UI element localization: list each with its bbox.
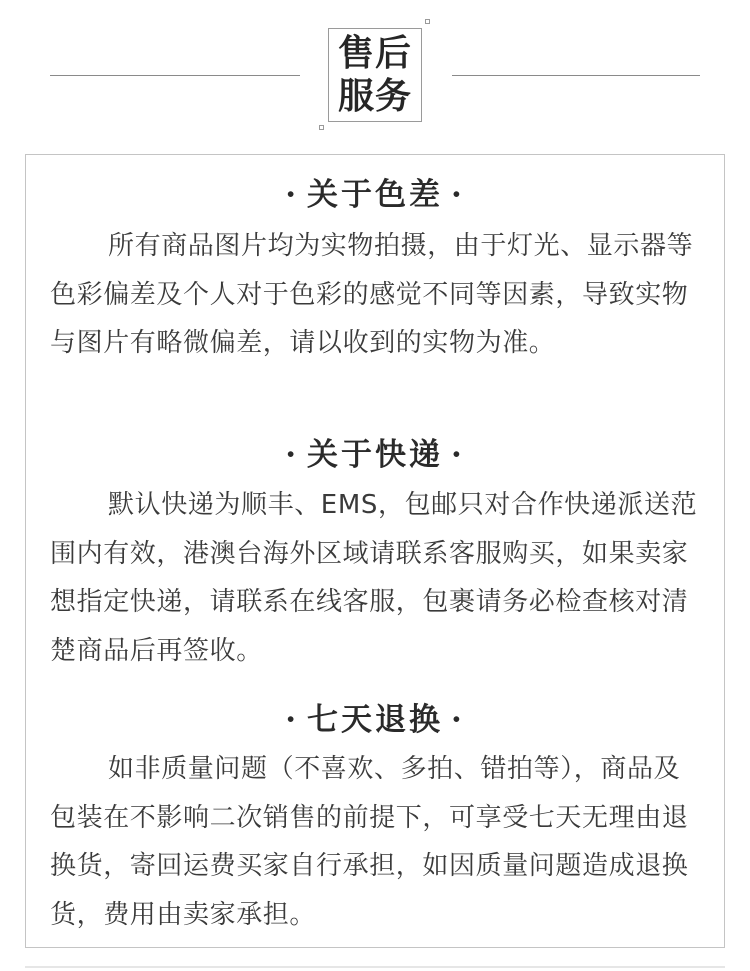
heading-dot-right: · [451, 702, 465, 738]
section-heading-express [0, 435, 750, 475]
heading-dot-left: · [285, 437, 299, 473]
page-title-line1: 售后 [337, 32, 412, 74]
corner-ornament-bottom-left [319, 125, 324, 130]
corner-ornament-top-right [425, 19, 430, 24]
header-divider-right [452, 75, 700, 76]
heading-dot-left: · [285, 702, 299, 738]
section-body-seven-day-return: 如非质量问题（不喜欢、多拍、错拍等），商品及包装在不影响二次销售的前提下，可享受七天无理由退换货，寄回运费买家自行承担，如因质量问题造成退换货，费用由卖家承担。 [50, 754, 689, 930]
section-body-color-difference: 所有商品图片均为实物拍摄，由于灯光、显示器等色彩偏差及个人对于色彩的感觉不同等因素，导致实物与图片有略微偏差，请以收到的实物为准。 [50, 231, 694, 358]
page-title [328, 32, 422, 118]
page-title-box [320, 20, 430, 130]
heading-dot-left: · [285, 177, 299, 213]
section-heading-seven-day-return [0, 700, 750, 740]
page-title-line2: 服务 [337, 75, 412, 117]
bottom-divider [25, 966, 725, 968]
section-heading-color-difference [0, 175, 750, 215]
section-heading-text: 关于色差 [307, 177, 443, 213]
heading-dot-right: · [451, 437, 465, 473]
section-body-express: 默认快递为顺丰、EMS，包邮只对合作快递派送范围内有效，港澳台海外区域请联系客服购买，如果卖家想指定快递，请联系在线客服，包裹请务必检查核对清楚商品后再签收。 [50, 490, 698, 666]
section-heading-text: 七天退换 [307, 702, 443, 738]
heading-dot-right: · [451, 177, 465, 213]
section-heading-text: 关于快递 [307, 437, 443, 473]
header-divider-left [50, 75, 300, 76]
